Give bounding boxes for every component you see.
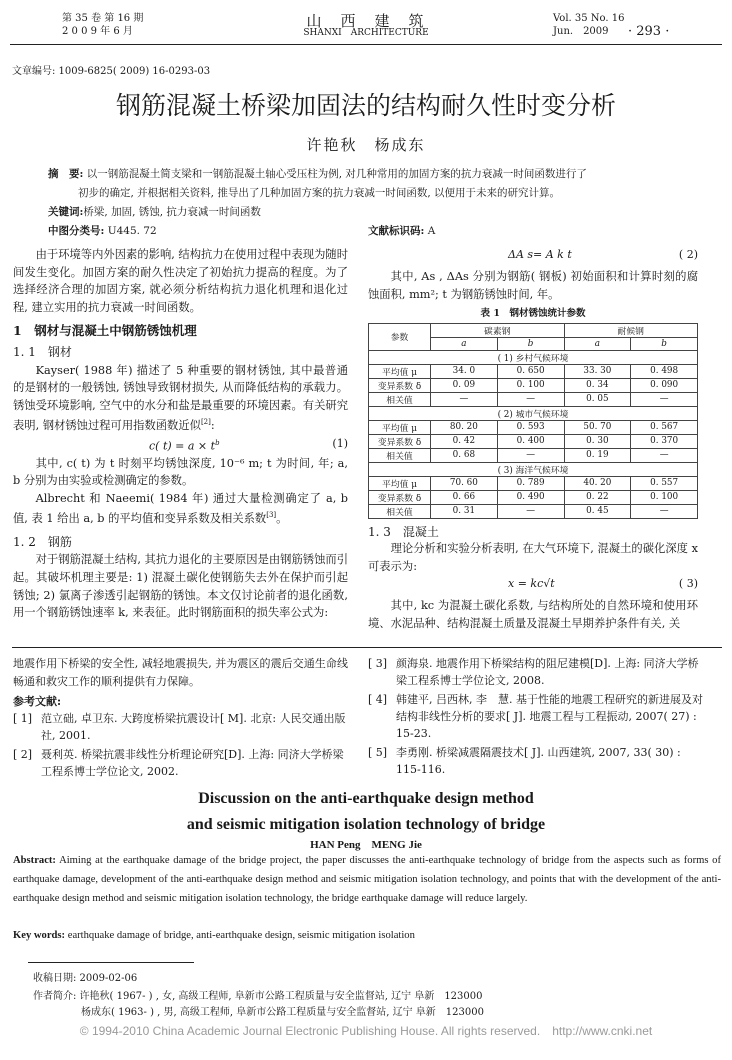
journal-name-en: SHANXI ARCHITECTURE <box>303 28 429 38</box>
table-cell: 0. 68 <box>431 448 498 462</box>
section-1-3-heading: 1. 3 混凝土 <box>368 525 439 539</box>
table-cell: 70. 60 <box>431 476 498 490</box>
table-cell: 0. 100 <box>497 378 564 392</box>
reference-number: [ 4] <box>368 693 388 706</box>
table-row <box>369 490 698 504</box>
reference-item <box>13 710 348 744</box>
reference-text: 聂利英. 桥梁抗震非线性分析理论研究[D]. 上海: 同济大学桥梁工程系博士学位论文, 2002. <box>41 748 344 778</box>
header-date: 2 0 0 9 年 6 月 <box>62 26 133 37</box>
intro-paragraph: 由于环境等内外因素的影响, 结构抗力在使用过程中表现为随时间发生变化。加固方案的耐久性决定了初始抗力提高的程度。为了选择经济合理的加固方案, 就必须分析结构抗力退化机理和退化过程, 建立实用的抗力衰减一时间函数。 <box>13 248 348 314</box>
table-row <box>369 434 698 448</box>
header-volume-en: Vol. 35 No. 16 <box>553 13 625 24</box>
author-bio-2: 杨成东( 1963- ) , 男, 高级工程师, 阜新市公路工程质量与安全监督站, 辽宁 阜新 123000 <box>81 1007 484 1018</box>
table-cell: 0. 19 <box>564 448 631 462</box>
paragraph-albrecht: Albrecht 和 Naeemi( 1984 年) 通过大量检测确定了 a, b 值, 表 1 给出 a, b 的平均值和变异系数及相关系数[3]。 <box>13 491 348 526</box>
article-number: 文章编号: 1009-6825( 2009) 16-0293-03 <box>12 66 211 77</box>
table-cell: 0. 05 <box>564 392 631 406</box>
table-row-label: 变异系数 δ <box>369 434 431 448</box>
table-group-header: 耐候钢 <box>564 324 698 338</box>
table-cell: 0. 09 <box>431 378 498 392</box>
table-cell: 0. 490 <box>497 490 564 504</box>
table-cell: 34. 0 <box>431 364 498 378</box>
table-row-label: 变异系数 δ <box>369 490 431 504</box>
header-volume: 第 35 卷 第 16 期 <box>62 13 144 24</box>
table-cell: 40. 20 <box>564 476 631 490</box>
received-date: 收稿日期: 2009-02-06 <box>33 973 138 984</box>
table-cell: 0. 789 <box>497 476 564 490</box>
english-keywords: Key words: earthquake damage of bridge, anti-earthquake design, seismic mitigation isolation <box>13 930 415 941</box>
section-1-1-heading: 1. 1 钢材 <box>13 344 72 359</box>
right-column-lower <box>368 523 698 632</box>
header-date-en: Jun. 2009 <box>553 26 609 37</box>
paragraph-eq3-def: 其中, kc 为混凝土碳化系数, 与结构所处的自然环境和使用环境、水泥品种、结构混凝土质量及混凝土早期养护条件有关, 关 <box>368 599 698 630</box>
table-subheader: b <box>497 338 564 351</box>
english-authors: HAN Peng MENG Jie <box>310 839 422 851</box>
table-cell: — <box>497 448 564 462</box>
table-row-label: 平均值 μ <box>369 476 431 490</box>
paper-title: 钢筋混凝土桥梁加固法的结构耐久性时变分析 <box>115 91 616 120</box>
table-cell: — <box>497 392 564 406</box>
table-cell: — <box>631 448 698 462</box>
table-cell: 0. 22 <box>564 490 631 504</box>
table-cell: 0. 567 <box>631 420 698 434</box>
table-row <box>369 420 698 434</box>
table-row-label: 平均值 μ <box>369 420 431 434</box>
table-row-label: 变异系数 δ <box>369 378 431 392</box>
table-cell: 0. 400 <box>497 434 564 448</box>
table-cell: 0. 66 <box>431 490 498 504</box>
table-row <box>369 392 698 406</box>
table-cell: 0. 100 <box>631 490 698 504</box>
references-left <box>13 710 348 782</box>
reference-number: [ 1] <box>13 712 33 725</box>
header-rule <box>10 44 722 45</box>
prev-article-conclusion: 地震作用下桥梁的安全性, 减轻地震损失, 并为震区的震后交通生命线畅通和救灾工作的顺利提供有力保障。 <box>13 657 348 688</box>
paragraph-concrete: 理论分析和实验分析表明, 在大气环境下, 混凝土的碳化深度 x 可表示为: <box>368 542 698 573</box>
equation-2: ΔA s= A k t ( 2) <box>508 248 698 261</box>
table-cell: 0. 30 <box>564 434 631 448</box>
equation-3: x = kc√t ( 3) <box>508 577 698 591</box>
table-cell: 0. 557 <box>631 476 698 490</box>
reference-number: [ 3] <box>368 657 388 670</box>
table-param-header: 参数 <box>369 324 431 351</box>
reference-number: [ 2] <box>13 748 33 761</box>
table-cell: 33. 30 <box>564 364 631 378</box>
table-row <box>369 364 698 378</box>
reference-number: [ 5] <box>368 746 388 759</box>
table-subheader: b <box>631 338 698 351</box>
paragraph-eq1-def: 其中, c( t) 为 t 时刻平均锈蚀深度, 10⁻⁶ m; t 为时间, 年; a, b 分别为由实验或检测确定的参数。 <box>13 456 348 488</box>
reference-text: 韩建平, 吕西林, 李 慧. 基于性能的地震工程研究的新进展及对结构非线性分析的要求[ J]. 地震工程与工程振动, 2007( 27) : 15-23. <box>396 693 703 740</box>
table-cell: 0. 593 <box>497 420 564 434</box>
english-title-line-2: and seismic mitigation isolation technology of bridge <box>186 816 546 833</box>
footnote-rule <box>28 962 194 963</box>
reference-item <box>368 744 708 778</box>
table-subheader: a <box>564 338 631 351</box>
reference-item <box>368 655 708 689</box>
equation-1: c( $t) = a \times t^b$ (1) <box>149 436 348 453</box>
section-1-heading: 1 钢材与混凝土中钢筋锈蚀机理 <box>13 323 197 339</box>
table-section-label: ( 2) 城市气候环境 <box>369 406 698 420</box>
copyright-notice: © 1994-2010 China Academic Journal Electronic Publishing House. All rights reserved. http://www.cnki.net <box>79 1024 653 1038</box>
right-column <box>368 248 698 319</box>
journal-name-cn: 山 西 建 筑 <box>306 12 426 30</box>
table-section-label: ( 1) 乡村气候环境 <box>369 350 698 364</box>
table-row <box>369 504 698 518</box>
table-cell: 0. 31 <box>431 504 498 518</box>
paragraph-steel: Kayser( 1988 年) 描述了 5 种重要的钢材锈蚀, 其中最普通的是钢材的一般锈蚀, 锈蚀导致钢材损失, 从而降低结构的承载力。锈蚀受环境影响, 空气中的水分和盐是最重要的环境因素。有关研究表明, 钢材锈蚀过程可用指数函数近似[2]: <box>13 363 348 433</box>
document-code: 文献标识码: A <box>368 225 436 237</box>
table-cell: 0. 650 <box>497 364 564 378</box>
authors: 许艳秋 杨成东 <box>306 136 426 154</box>
table-row <box>369 448 698 462</box>
section-1-2-heading: 1. 2 钢筋 <box>13 534 72 549</box>
english-abstract: Abstract: Aiming at the earthquake damage of the bridge project, the paper discusses the anti-earthquake technology of bridge from the aspects such as forms of earthquake damage, development of the anti-earthquake design method and seismic mitigation isolation technology, and points that with the development of the anti-earthquake design method and seismic mitigation isolation technology, the bridge earthquake damage will reduce largely. <box>13 855 721 904</box>
table-cell: 0. 42 <box>431 434 498 448</box>
table-cell: — <box>497 504 564 518</box>
table-row-label: 平均值 μ <box>369 364 431 378</box>
table-section-label: ( 3) 海洋气候环境 <box>369 462 698 476</box>
table-row <box>369 476 698 490</box>
reference-text: 李勇刚. 桥梁减震隔震技术[ J]. 山西建筑, 2007, 33( 30) : 115-116. <box>396 746 681 776</box>
page-divider <box>12 647 722 648</box>
table-cell: 0. 34 <box>564 378 631 392</box>
abstract-cn: 摘 要: 以一钢筋混凝土简支梁和一钢筋混凝土轴心受压柱为例, 对几种常用的加固方案的抗力衰减一时间函数进行了 初步的确定, 并根据相关资料, 推导出了几种加固方案的抗力衰减一时间函数, 以便用于未来的研究计算。 关键词:桥梁, 加固, 锈蚀, 抗力衰减一时间函数 中图分类号: U445. 72 <box>48 168 587 237</box>
table-row-label: 相关值 <box>369 448 431 462</box>
table-cell: 0. 370 <box>631 434 698 448</box>
author-bio-1: 作者简介: 许艳秋( 1967- ) , 女, 高级工程师, 阜新市公路工程质量与安全监督站, 辽宁 阜新 123000 <box>33 991 483 1002</box>
table-row <box>369 378 698 392</box>
table-cell: — <box>631 392 698 406</box>
reference-text: 范立础, 卓卫东. 大跨度桥梁抗震设计[ M]. 北京: 人民交通出版社, 2001. <box>41 712 346 742</box>
table-group-header: 碳素钢 <box>431 324 565 338</box>
paragraph-eq2-def: 其中, As , ΔAs 分别为钢筋( 钢板) 初始面积和计算时刻的腐蚀面积, mm²; t 为钢筋锈蚀时间, 年。 <box>368 270 698 301</box>
table-1 <box>368 323 698 519</box>
table-subheader: a <box>431 338 498 351</box>
left-column <box>13 246 348 622</box>
reference-text: 颜海泉. 地震作用下桥梁结构的阻尼建模[D]. 上海: 同济大学桥梁工程系博士学位论文, 2008. <box>396 657 699 687</box>
references-heading: 参考文献: <box>13 695 62 708</box>
paragraph-rebar: 对于钢筋混凝土结构, 其抗力退化的主要原因是由钢筋锈蚀而引起。其破坏机理主要是: 1) 混凝土碳化使钢筋失去外在保护而引起锈蚀; 2) 氯离子渗透引起钢筋的锈蚀。本文仅讨论前者的退化函数, 用一个钢筋锈蚀速率 k, 来表征。此时钢筋面积的损失率公式为: <box>13 553 348 620</box>
table-cell: 80. 20 <box>431 420 498 434</box>
references-right <box>368 655 708 780</box>
table-cell: 0. 45 <box>564 504 631 518</box>
table-cell: 0. 498 <box>631 364 698 378</box>
table-row-label: 相关值 <box>369 504 431 518</box>
table-cell: 50. 70 <box>564 420 631 434</box>
english-title-line-1: Discussion on the anti-earthquake design method <box>198 790 534 807</box>
table-row-label: 相关值 <box>369 392 431 406</box>
table-cell: 0. 090 <box>631 378 698 392</box>
table-caption: 表 1 钢材锈蚀统计参数 <box>480 308 586 320</box>
table-cell: — <box>631 504 698 518</box>
page-number: · 293 · <box>628 24 670 39</box>
reference-item <box>368 691 708 742</box>
table-cell: — <box>431 392 498 406</box>
reference-item <box>13 746 348 780</box>
